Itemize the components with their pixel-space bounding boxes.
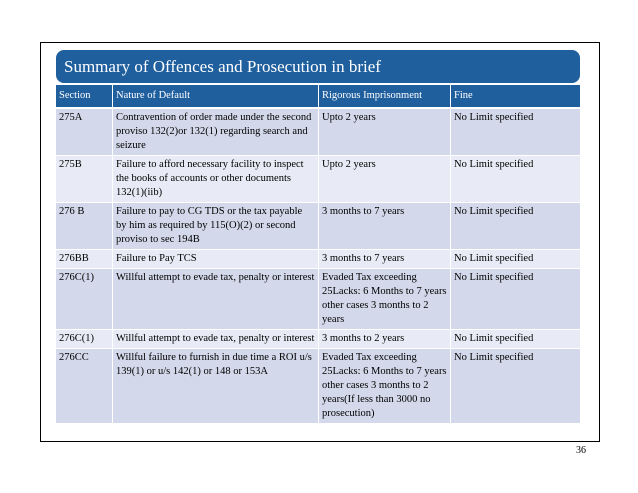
page-number: 36 xyxy=(576,445,586,456)
header-rigorous-imprisonment: Rigorous Imprisonment xyxy=(318,85,450,109)
table-row xyxy=(56,349,580,424)
cell-fine: No Limit specified xyxy=(450,250,580,269)
cell-section: 276 B xyxy=(56,203,112,250)
cell-fine: No Limit specified xyxy=(450,156,580,203)
table-row xyxy=(56,330,580,349)
table-row xyxy=(56,156,580,203)
cell-section: 276C(1) xyxy=(56,330,112,349)
cell-imprisonment: Upto 2 years xyxy=(318,109,450,156)
cell-section: 276BB xyxy=(56,250,112,269)
cell-imprisonment: 3 months to 7 years xyxy=(318,203,450,250)
cell-imprisonment: 3 months to 7 years xyxy=(318,250,450,269)
cell-imprisonment: 3 months to 2 years xyxy=(318,330,450,349)
cell-nature: Willful attempt to evade tax, penalty or interest xyxy=(112,330,318,349)
header-fine: Fine xyxy=(450,85,580,109)
header-section: Section xyxy=(56,85,112,109)
cell-imprisonment: Evaded Tax exceeding 25Lacks: 6 Months to 7 years other cases 3 months to 2 years xyxy=(318,269,450,330)
table-row xyxy=(56,269,580,330)
cell-nature: Failure to Pay TCS xyxy=(112,250,318,269)
cell-imprisonment: Upto 2 years xyxy=(318,156,450,203)
table-row xyxy=(56,250,580,269)
cell-fine: No Limit specified xyxy=(450,109,580,156)
cell-section: 275A xyxy=(56,109,112,156)
cell-nature: Failure to pay to CG TDS or the tax payable by him as required by 115(O)(2) or second proviso to sec 194B xyxy=(112,203,318,250)
table-row xyxy=(56,109,580,156)
cell-section: 275B xyxy=(56,156,112,203)
cell-fine: No Limit specified xyxy=(450,349,580,424)
cell-nature: Failure to afford necessary facility to inspect the books of accounts or other documents 132(1)(iib) xyxy=(112,156,318,203)
table-header-row xyxy=(56,85,580,109)
header-nature-of-default: Nature of Default xyxy=(112,85,318,109)
cell-section: 276CC xyxy=(56,349,112,424)
slide-title: Summary of Offences and Prosecution in brief xyxy=(56,50,580,83)
cell-section: 276C(1) xyxy=(56,269,112,330)
cell-nature: Willful failure to furnish in due time a ROI u/s 139(1) or u/s 142(1) or 148 or 153A xyxy=(112,349,318,424)
cell-fine: No Limit specified xyxy=(450,203,580,250)
cell-fine: No Limit specified xyxy=(450,330,580,349)
table-row xyxy=(56,203,580,250)
cell-imprisonment: Evaded Tax exceeding 25Lacks: 6 Months to 7 years other cases 3 months to 2 years(If less than 3000 no prosecution) xyxy=(318,349,450,424)
cell-fine: No Limit specified xyxy=(450,269,580,330)
offences-table xyxy=(56,85,580,424)
cell-nature: Contravention of order made under the second proviso 132(2)or 132(1) regarding search and seizure xyxy=(112,109,318,156)
cell-nature: Willful attempt to evade tax, penalty or interest xyxy=(112,269,318,330)
